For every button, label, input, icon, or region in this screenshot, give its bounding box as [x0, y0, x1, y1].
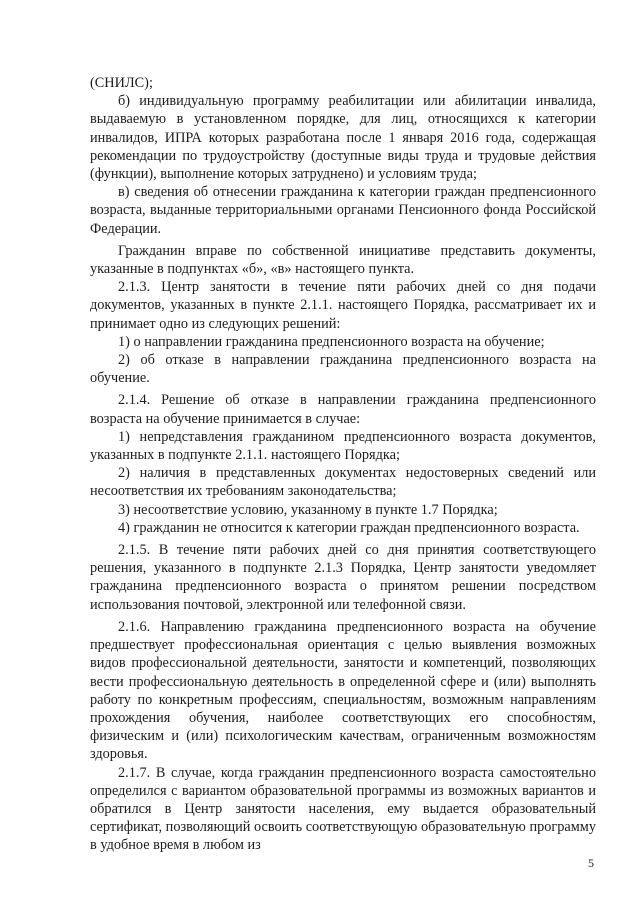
paragraph-item-v: в) сведения об отнесении гражданина к категории граждан предпенсионного возраста, выданные территориальными органами Пенсионного фонда Российской Федерации.: [90, 184, 596, 237]
paragraph-2-1-7: 2.1.7. В случае, когда гражданин предпенсионного возраста самостоятельно определился с вариантом образовательной программы из возможных вариантов и обратился в Центр занятости населения, ему выдается образовательный сертификат, позволяющий освоить соответствующую образовательную программу в удобное время в любом из: [90, 764, 596, 854]
paragraph-refusal-2: 2) наличия в представленных документах недостоверных сведений или несоответствия их требованиям законодательства;: [90, 465, 596, 500]
paragraph-decision-1: 1) о направлении гражданина предпенсионного возраста на обучение;: [118, 333, 545, 350]
paragraph-item-b: б) индивидуальную программу реабилитации или абилитации инвалида, выдаваемую в установленном порядке, для лиц, относящихся к категории инвалидов, ИПРА которых разработана после 1 января 2016 года, содержащая рекомендации по трудоустройству (доступные виды труда и трудовые действия (функции), выполнение которых затруднено) и условиям труда;: [90, 93, 596, 183]
paragraph-2-1-3: 2.1.3. Центр занятости в течение пяти рабочих дней со дня подачи документов, указанных в пункте 2.1.1. настоящего Порядка, рассматривает их и принимает одно из следующих решений:: [90, 279, 596, 332]
paragraph-refusal-4: 4) гражданин не относится к категории граждан предпенсионного возраста.: [118, 519, 580, 536]
paragraph-citizen-right: Гражданин вправе по собственной инициативе представить документы, указанные в подпунктах «б», «в» настоящего пункта.: [90, 242, 596, 278]
page-number: 5: [588, 856, 594, 870]
paragraph-2-1-4: 2.1.4. Решение об отказе в направлении гражданина предпенсионного возраста на обучение принимается в случае:: [90, 392, 596, 427]
paragraph-decision-2: 2) об отказе в направлении гражданина предпенсионного возраста на обучение.: [90, 352, 596, 387]
paragraph-2-1-5: 2.1.5. В течение пяти рабочих дней со дня принятия соответствующего решения, указанного в подпункте 2.1.3 Порядка, Центр занятости уведомляет гражданина предпенсионного возраста о принятом решении посредством использования почтовой, электронной или телефонной связи.: [90, 542, 596, 613]
paragraph-refusal-3: 3) несоответствие условию, указанному в пункте 1.7 Порядка;: [118, 501, 498, 518]
paragraph-refusal-1: 1) непредставления гражданином предпенсионного возраста документов, указанных в подпункте 2.1.1. настоящего Порядка;: [90, 428, 596, 464]
paragraph-snils-tail: (СНИЛС);: [90, 75, 153, 91]
paragraph-2-1-6: 2.1.6. Направлению гражданина предпенсионного возраста на обучение предшествует профессиональная ориентация с целью выявления возможных видов профессиональной деятельности, занятости и компетенций, позволяющих вести профессиональную деятельность в определенной сфере и (или) выполнять работу по конкретным профессиям, специальностям, возможным направлениям прохождения обучения, наиболее соответствующих его способностям, физическим и (или) психологическим качествам, ограниченным возможностям здоровья.: [90, 618, 596, 763]
document-body: [90, 74, 596, 855]
